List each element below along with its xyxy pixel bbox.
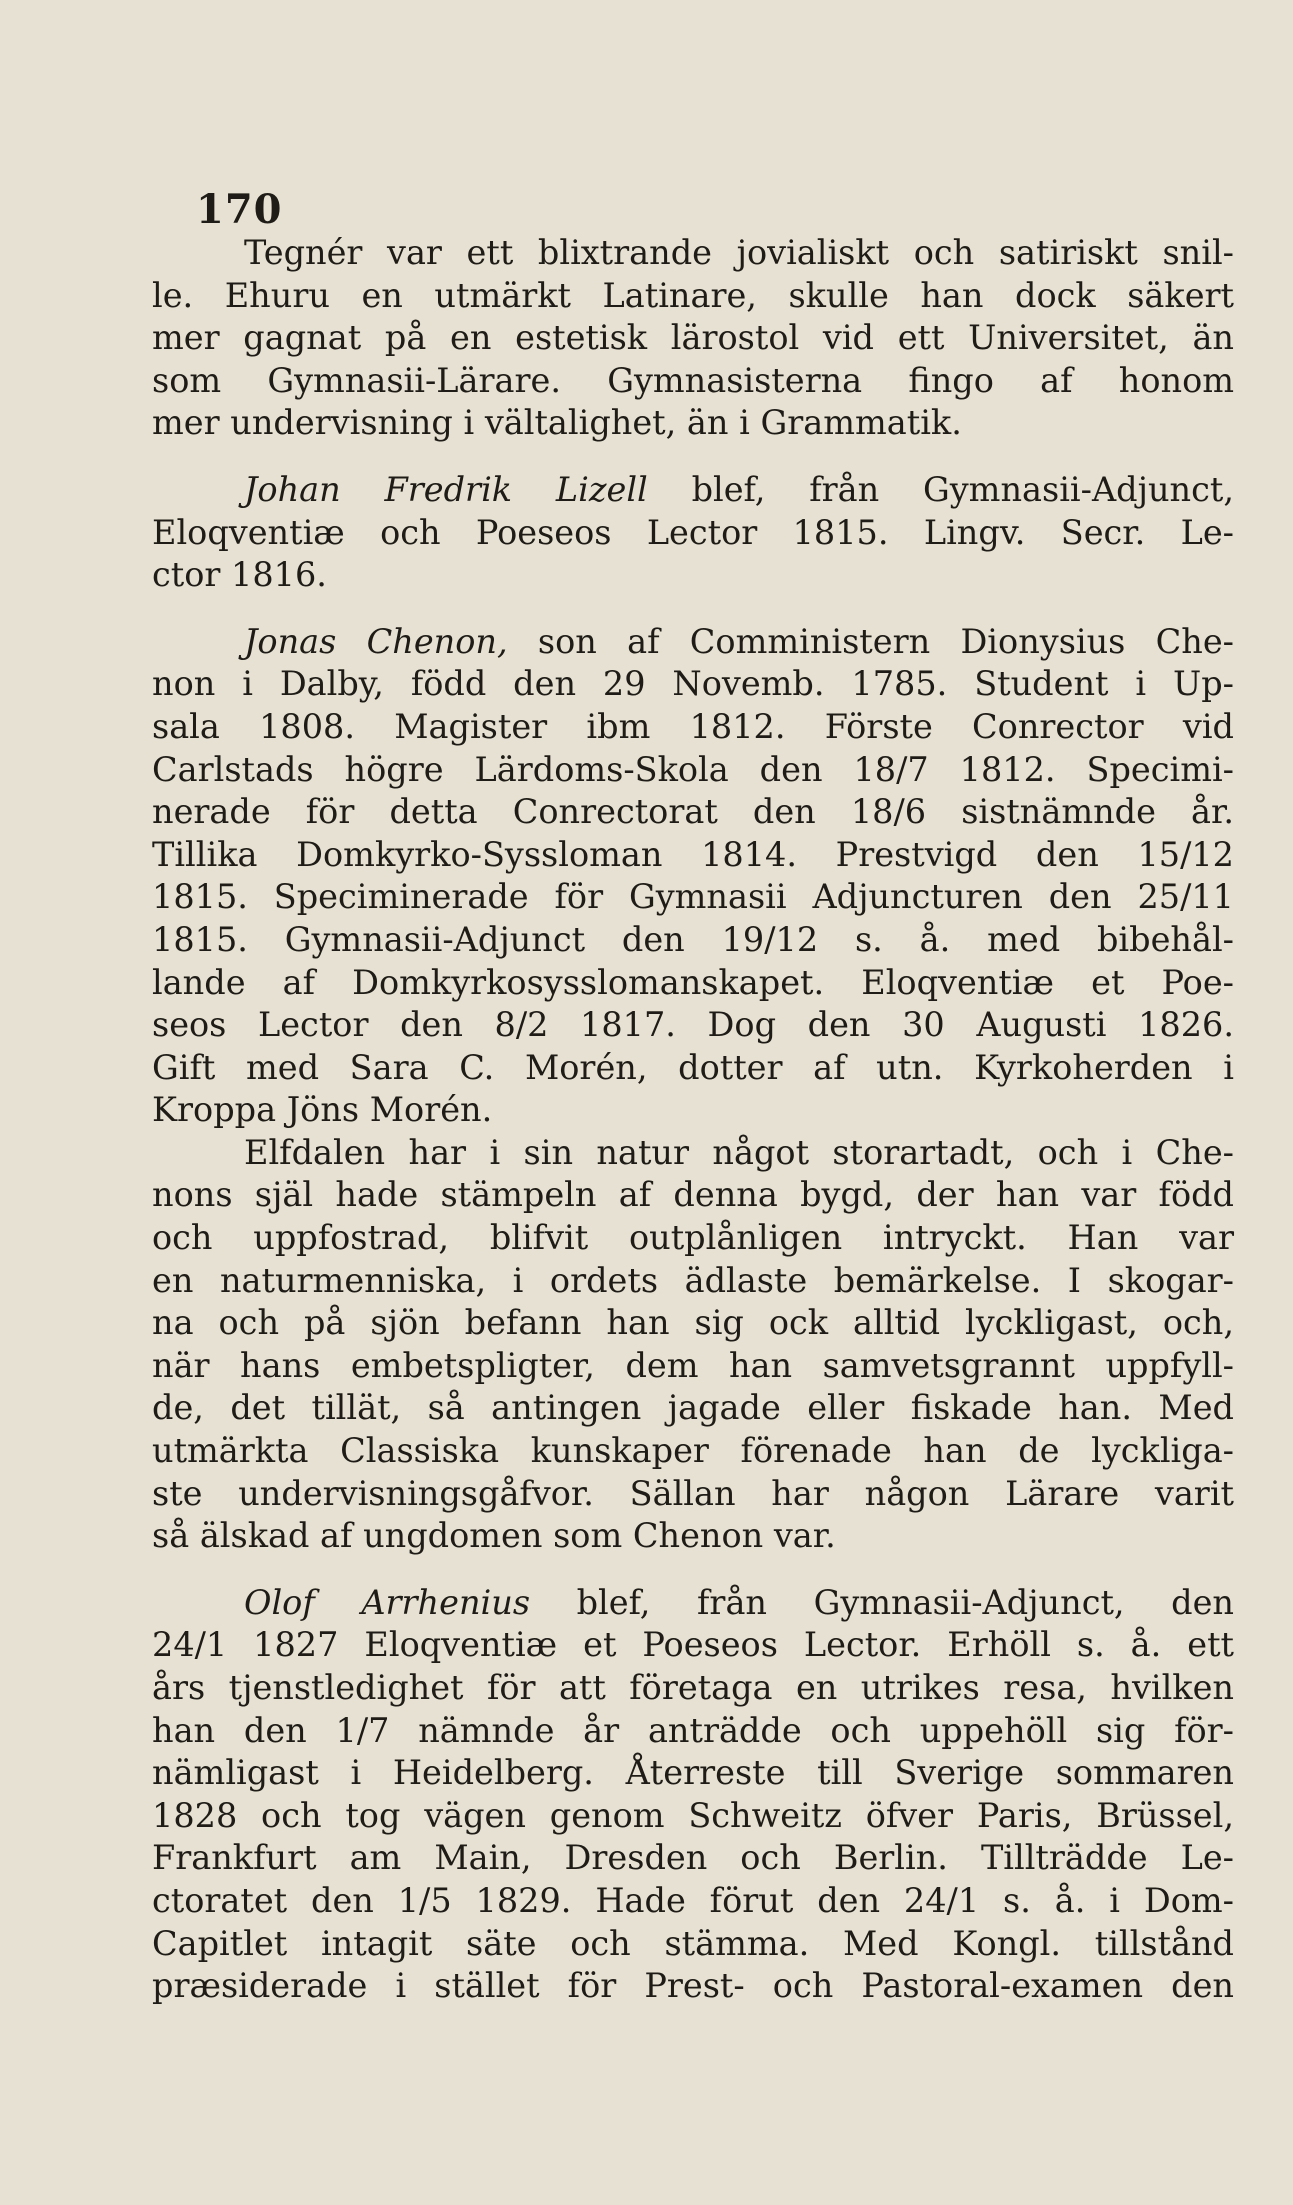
person-name: Johan Fredrik Lizell xyxy=(244,469,648,509)
text-line: Frankfurt am Main, Dresden och Berlin. Tillträdde Le- xyxy=(152,1838,1234,1878)
text-line: Kroppa Jöns Morén. xyxy=(152,1090,493,1130)
text-line: som Gymnasii-Lärare. Gymnasisterna fingo af honom xyxy=(152,360,1234,400)
paragraph-lizell xyxy=(152,469,1234,597)
text-line: 1828 och tog vägen genom Schweitz öfver Paris, Brüssel, xyxy=(152,1795,1234,1835)
text-line: Eloqventiæ och Poeseos Lector 1815. Lingv. Secr. Le- xyxy=(152,512,1234,552)
text-line xyxy=(152,621,1234,664)
paragraph-arrhenius xyxy=(152,1582,1234,2008)
text-line: 1815. Speciminerade för Gymnasii Adjuncturen den 25/11 xyxy=(152,877,1234,917)
text-line: 1815. Gymnasii-Adjunct den 19/12 s. å. med bibehål- xyxy=(152,919,1234,959)
text-line: Gift med Sara C. Morén, dotter af utn. Kyrkoherden i xyxy=(152,1047,1234,1087)
text-line: Capitlet intagit säte och stämma. Med Kongl. tillstånd xyxy=(152,1923,1234,1963)
person-name: Jonas Chenon, xyxy=(244,621,508,661)
text-line: ctoratet den 1/5 1829. Hade förut den 24/1 s. å. i Dom- xyxy=(152,1880,1234,1920)
text-line: Tillika Domkyrko-Syssloman 1814. Prestvigd den 15/12 xyxy=(152,834,1234,874)
text-line: nons själ hade stämpeln af denna bygd, der han var född xyxy=(152,1175,1234,1215)
text-line: præsiderade i stället för Prest- och Pastoral-examen den xyxy=(152,1966,1234,2006)
paragraph-chenon xyxy=(152,621,1234,1132)
text-line: seos Lector den 8/2 1817. Dog den 30 Augusti 1826. xyxy=(152,1005,1234,1045)
paragraph-tegner xyxy=(152,232,1234,445)
text-line: nämligast i Heidelberg. Återreste till Sverige sommaren xyxy=(152,1753,1234,1793)
paragraph-elfdalen xyxy=(152,1132,1234,1558)
text-line: lande af Domkyrkosysslomanskapet. Eloqventiæ et Poe- xyxy=(152,962,1234,1002)
text-line: na och på sjön befann han sig ock alltid lyckligast, och, xyxy=(152,1303,1234,1343)
text-line: ctor 1816. xyxy=(152,555,327,595)
text-line: le. Ehuru en utmärkt Latinare, skulle han dock säkert xyxy=(152,275,1234,315)
text-line: ste undervisningsgåfvor. Sällan har någon Lärare varit xyxy=(152,1473,1234,1513)
text-fragment: blef, från Gymnasii-Adjunct, den xyxy=(576,1582,1234,1622)
text-line: och uppfostrad, blifvit outplånligen intryckt. Han var xyxy=(152,1218,1234,1258)
text-line: så älskad af ungdomen som Chenon var. xyxy=(152,1516,836,1556)
text-line: non i Dalby, född den 29 Novemb. 1785. Student i Up- xyxy=(152,664,1234,704)
text-line xyxy=(152,469,1234,512)
text-line: nerade för detta Conrectorat den 18/6 sistnämnde år. xyxy=(152,792,1234,832)
text-fragment: son af Comministern Dionysius Che- xyxy=(537,621,1234,661)
text-line: Carlstads högre Lärdoms-Skola den 18/7 1812. Specimi- xyxy=(152,749,1234,789)
text-line: utmärkta Classiska kunskaper förenade han de lyckliga- xyxy=(152,1431,1234,1471)
text-fragment: blef, från Gymnasii-Adjunct, xyxy=(691,469,1234,509)
text-line: när hans embetspligter, dem han samvetsgrannt uppfyll- xyxy=(152,1345,1234,1385)
text-line: Elfdalen har i sin natur något storartadt, och i Che- xyxy=(244,1132,1234,1172)
text-line: Tegnér var ett blixtrande jovialiskt och satiriskt snil- xyxy=(244,233,1234,272)
text-line: sala 1808. Magister ibm 1812. Förste Conrector vid xyxy=(152,706,1234,746)
text-block xyxy=(152,232,1234,2008)
text-line: mer gagnat på en estetisk lärostol vid ett Universitet, än xyxy=(152,318,1234,358)
text-line: de, det tillät, så antingen jagade eller fiskade han. Med xyxy=(152,1388,1234,1428)
text-line: han den 1/7 nämnde år anträdde och uppehöll sig för- xyxy=(152,1710,1234,1750)
page-number: 170 xyxy=(196,186,283,233)
person-name: Olof Arrhenius xyxy=(244,1582,531,1622)
text-line: 24/1 1827 Eloqventiæ et Poeseos Lector. Erhöll s. å. ett xyxy=(152,1625,1234,1665)
text-line: mer undervisning i vältalighet, än i Grammatik. xyxy=(152,403,962,443)
text-line xyxy=(152,1582,1234,1625)
text-line: en naturmenniska, i ordets ädlaste bemärkelse. I skogar- xyxy=(152,1260,1234,1300)
text-line: års tjenstledighet för att företaga en utrikes resa, hvilken xyxy=(152,1668,1234,1707)
